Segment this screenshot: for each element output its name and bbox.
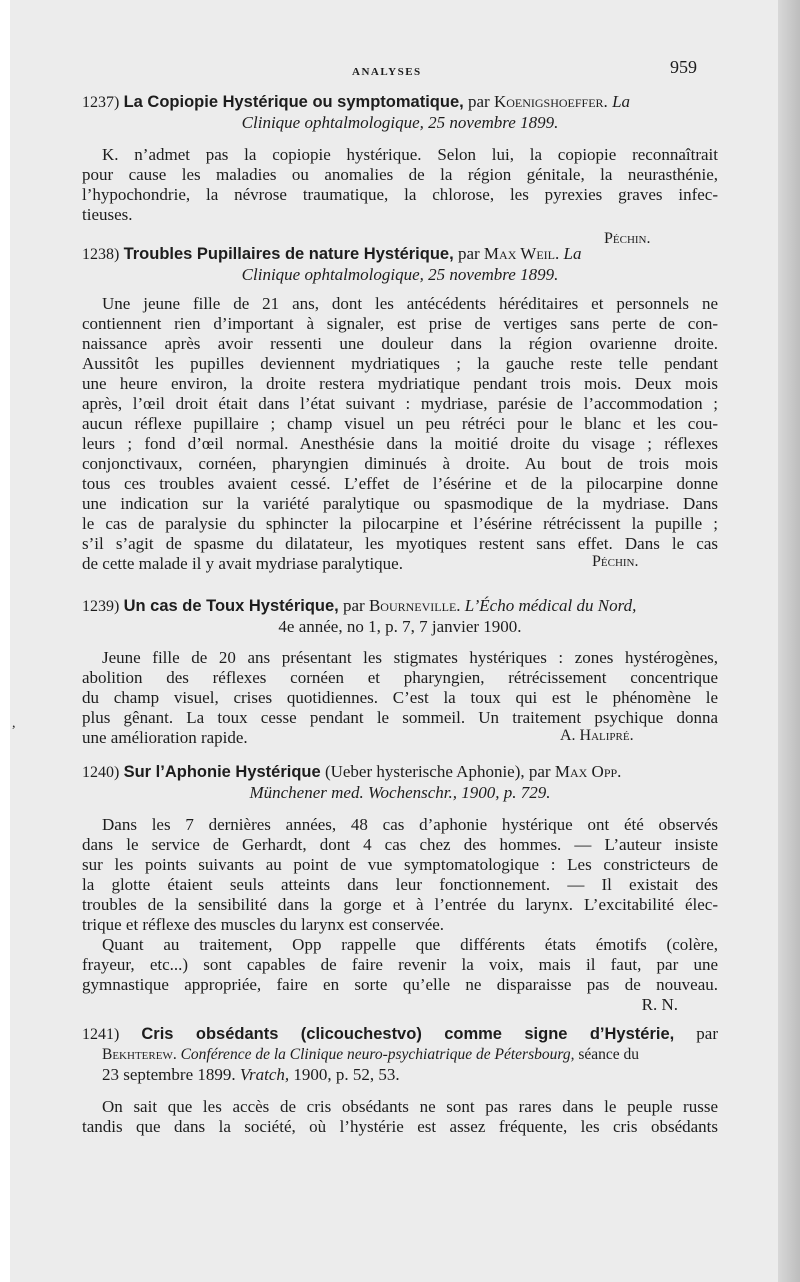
- body-line: On sait que les accès de cris obsédants ne sont pas rares dans le peuple russe: [102, 1097, 718, 1116]
- entry-number: 1241): [82, 1026, 120, 1043]
- entry-1241: [82, 1024, 718, 1137]
- entry-heading: [82, 244, 718, 265]
- body-line: aucun réflexe pupillaire ; champ visuel un peu rétréci pour le blanc et les cou-: [82, 414, 718, 433]
- entry-1240: [82, 762, 718, 1015]
- body-line: sur les points suivants au point de vue symptomatologique : Les constricteurs de: [82, 855, 718, 874]
- body-line: gymnastique appropriée, faire en sorte qu’elle ne disparaisse pas de nouveau.: [82, 975, 718, 994]
- entry-journal-2: Vratch,: [239, 1065, 290, 1084]
- entry-journal: Conférence de la Clinique neuro-psychiatrique de Pétersbourg,: [180, 1046, 575, 1063]
- page: [10, 0, 778, 1282]
- entry-subtitle: (Ueber hysterische Aphonie), par: [324, 762, 551, 781]
- entry-by: par: [343, 596, 365, 615]
- entry-title: Troubles Pupillaires de nature Hystérique,: [123, 245, 454, 263]
- entry-source-session: séance du: [578, 1046, 640, 1063]
- body-line: abolition des réflexes cornéen et pharyngien, rétrécissement concentrique: [82, 668, 718, 687]
- body-line: Une jeune fille de 21 ans, dont les antécédents héréditaires et personnels ne: [102, 294, 718, 313]
- margin-mark: ,: [12, 716, 16, 731]
- signature: A. Halipré.: [560, 727, 634, 744]
- body-line: Dans les 7 dernières années, 48 cas d’aphonie hystérique ont été observés: [102, 815, 718, 834]
- body-line: contiennent rien d’important à signaler, est prise de vertiges sans perte de con-: [82, 314, 718, 333]
- body-line: tieuses.: [82, 205, 133, 224]
- scan-edge-right: [778, 0, 800, 1282]
- entry-date: 23 septembre 1899.: [102, 1065, 236, 1084]
- entry-journal: L’Écho médical du Nord,: [464, 596, 637, 615]
- body-line: naissance après avoir ressenti une douleur dans la région ovarienne droite.: [82, 334, 718, 353]
- body-line: troubles de la sensibilité dans la gorge et à l’entrée du larynx. L’excitabilité élec-: [82, 895, 718, 914]
- entry-title: Cris obsédants (clicouchestvo) comme signe d’Hystérie,: [141, 1025, 675, 1043]
- body-line: le cas de paralysie du sphincter la pilocarpine et l’ésérine rétrécissent la pupille ;: [82, 514, 718, 533]
- entry-title: Un cas de Toux Hystérique,: [123, 597, 339, 615]
- entry-source: Clinique ophtalmologique, 25 novembre 1899.: [241, 113, 559, 132]
- entry-source: 4e année, no 1, p. 7, 7 janvier 1900.: [278, 617, 522, 636]
- entry-journal: La: [563, 244, 582, 263]
- signature: Péchin.: [604, 230, 651, 247]
- body-line: une indication sur la variété paralytique ou spasmodique de la mydriase. Dans: [82, 494, 718, 513]
- signature: R. N.: [641, 995, 678, 1014]
- body-line: dans le service de Gerhardt, dont 4 cas chez des hommes. — L’auteur insiste: [82, 835, 718, 854]
- body-line: s’il s’agit de spasme du dilatateur, les myotiques restent sans effet. Dans le cas: [82, 534, 718, 553]
- entry-author: Max Weil.: [483, 244, 560, 263]
- entry-author: Bekhterew.: [102, 1046, 177, 1063]
- entry-source-line2: [82, 1065, 718, 1085]
- entry-1239: [12, 596, 718, 748]
- body-line: de cette malade il y avait mydriase paralytique.: [82, 554, 403, 573]
- entry-source: [82, 1045, 718, 1065]
- body-line: tous ces troubles avaient cessé. L’effet de l’ésérine et de la pilocarpine donne: [82, 474, 718, 493]
- body-line: tandis que dans la société, où l’hystérie est assez fréquente, les cris obsédants: [82, 1117, 718, 1136]
- body-line: Quant au traitement, Opp rappelle que différents états émotifs (colère,: [102, 935, 718, 954]
- body-line: une amélioration rapide.: [82, 728, 248, 747]
- body-line: Aussitôt les pupilles deviennent mydriatiques ; la gauche reste telle pendant: [82, 354, 718, 373]
- entry-source: Münchener med. Wochenschr., 1900, p. 729.: [249, 783, 551, 802]
- body-line: conjonctivaux, cornéen, pharyngien diminués à droite. Au bout de trois mois: [82, 454, 718, 473]
- entry-by: par: [457, 244, 480, 263]
- entry-1237: [82, 92, 718, 247]
- entry-title: Sur l’Aphonie Hystérique: [123, 763, 321, 781]
- entry-number: 1237): [82, 94, 120, 111]
- body-line: frayeur, etc...) sont capables de faire revenir la voix, mais il faut, par une: [82, 955, 718, 974]
- entry-number: 1240): [82, 764, 120, 781]
- entry-journal: La: [612, 92, 631, 111]
- body-line: plus gênant. La toux cesse pendant le sommeil. Un traitement psychique donna: [82, 708, 718, 727]
- body-line: K. n’admet pas la copiopie hystérique. Selon lui, la copiopie reconnaîtrait: [102, 145, 718, 164]
- entry-source: Clinique ophtalmologique, 25 novembre 1899.: [241, 265, 559, 284]
- entry-heading: [82, 92, 718, 113]
- entry-title: La Copiopie Hystérique ou symptomatique,: [123, 93, 464, 111]
- entry-author: Koenigshoeffer.: [493, 92, 608, 111]
- body-line: pour cause les maladies ou anomalies de la région génitale, la neurasthénie,: [82, 165, 718, 184]
- body-line: l’hypochondrie, la névrose traumatique, la chlorose, les pyrexies graves infec-: [82, 185, 718, 204]
- entry-heading: [82, 1024, 718, 1045]
- entry-by: par: [696, 1024, 719, 1043]
- entry-1238: [82, 244, 718, 574]
- scan-edge-left: [0, 0, 10, 1282]
- body-line: Jeune fille de 20 ans présentant les stigmates hystériques : zones hystérogènes,: [102, 648, 718, 667]
- entry-number: 1239): [82, 598, 120, 615]
- body-line: du champ visuel, crises quotidiennes. C’est la toux qui est le phénomène le: [82, 688, 718, 707]
- body-line: leurs ; fond d’œil normal. Anesthésie dans la moitié droite du visage ; réflexes: [82, 434, 718, 453]
- entry-heading: [82, 762, 718, 783]
- entry-author: Max Opp.: [554, 762, 622, 781]
- entry-number: 1238): [82, 246, 120, 263]
- entry-pages: 1900, p. 52, 53.: [293, 1065, 400, 1084]
- entry-author: Bourneville.: [368, 596, 461, 615]
- page-number: 959: [670, 57, 697, 77]
- body-line: une heure environ, la droite restera mydriatique pendant trois mois. Deux mois: [82, 374, 718, 393]
- entry-heading: [82, 596, 718, 617]
- body-line: la glotte étaient seuls atteints dans leur fonctionnement. — Il existait des: [82, 875, 718, 894]
- signature: Péchin.: [592, 553, 639, 570]
- entry-by: par: [467, 92, 490, 111]
- body-line: trique et réflexe des muscles du larynx est conservée.: [82, 915, 445, 934]
- body-line: après, l’œil droit était dans l’état suivant : mydriase, parésie de l’accommodation ;: [82, 394, 718, 413]
- running-header: ANALYSES: [352, 66, 422, 78]
